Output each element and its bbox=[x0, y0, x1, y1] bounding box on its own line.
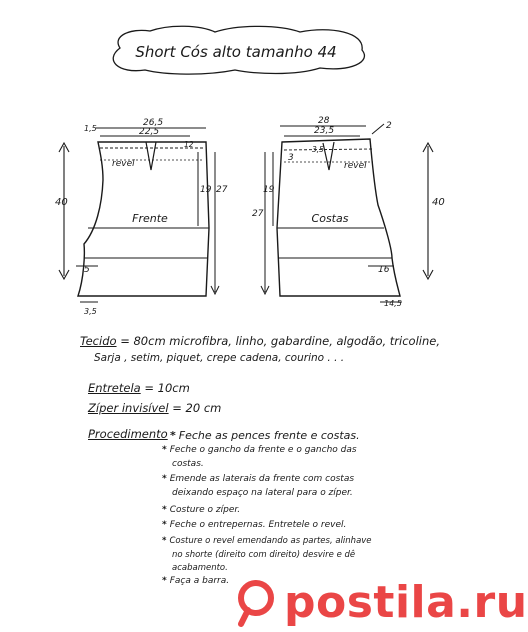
front-dim-side-b: 27 bbox=[216, 185, 228, 195]
front-pence bbox=[146, 142, 156, 170]
tecido-line bbox=[80, 334, 440, 348]
front-dim-top-b: 22,5 bbox=[139, 127, 160, 137]
step-item: * Feche as pences frente e costas. bbox=[170, 429, 360, 442]
step-item: * Feche o entrepernas. Entretele o revel. bbox=[162, 520, 347, 530]
pin-icon bbox=[232, 578, 280, 626]
back-label: Costas bbox=[311, 212, 349, 225]
ziper-label: Zíper invisível bbox=[88, 401, 169, 415]
front-dim-bottom: 3,5 bbox=[84, 307, 97, 316]
front-dim-top-a: 26,5 bbox=[143, 118, 164, 128]
front-dim-left: 1,5 bbox=[84, 124, 97, 133]
watermark bbox=[232, 574, 528, 630]
step-item: costas. bbox=[172, 459, 204, 469]
step-item: * Emende as laterais da frente com costas bbox=[162, 474, 355, 484]
back-dim-pence: 3,5 bbox=[312, 145, 324, 154]
step-item: * Faça a barra. bbox=[162, 576, 230, 586]
front-dim-pence: 12 bbox=[184, 140, 194, 149]
tecido-line-2: Sarja , setim, piquet, crepe cadena, courino . . . bbox=[94, 352, 345, 364]
ziper-text: = 20 cm bbox=[172, 401, 222, 415]
back-revel-line bbox=[284, 149, 372, 150]
entretela-text: = 10cm bbox=[144, 381, 190, 395]
entretela-line bbox=[88, 381, 190, 395]
step-item: no shorte (direito com direito) desvire e dê bbox=[172, 550, 356, 560]
step-item: * Costure o revel emendando as partes, alinhave bbox=[162, 536, 372, 546]
back-dim-side-a: 19 bbox=[263, 185, 275, 195]
back-pence bbox=[323, 142, 334, 170]
front-revel-label: revel bbox=[112, 159, 135, 169]
step-item: * Feche o gancho da frente e o gancho das bbox=[162, 445, 357, 455]
front-dim-side-a: 19 bbox=[200, 185, 212, 195]
step-item: deixando espaço na lateral para o zíper. bbox=[172, 488, 353, 498]
back-dim-height: 40 bbox=[432, 197, 445, 208]
back-dim-leg-right: 16 bbox=[378, 265, 390, 275]
tecido-text: = 80cm microfibra, linho, gabardine, algodão, tricoline, bbox=[120, 334, 440, 348]
ziper-line bbox=[88, 401, 221, 415]
front-label: Frente bbox=[132, 212, 168, 225]
title-text: Short Cós alto tamanho 44 bbox=[135, 43, 337, 61]
back-dim-bottom: 14,5 bbox=[384, 299, 402, 308]
step-item: * Costure o zíper. bbox=[162, 505, 241, 515]
back-dim-top-a: 28 bbox=[318, 116, 330, 126]
front-dim-height: 40 bbox=[55, 197, 68, 208]
back-dim-right: 2 bbox=[386, 121, 392, 131]
back-dim-side-b: 27 bbox=[252, 209, 264, 219]
back-revel-label: revel bbox=[344, 161, 367, 171]
procedimento-label: Procedimento bbox=[88, 427, 168, 441]
entretela-label: Entretela bbox=[88, 381, 141, 395]
back-dim-left-small: 3 bbox=[288, 153, 294, 163]
step-item: acabamento. bbox=[172, 563, 228, 573]
watermark-text: postila.ru bbox=[284, 576, 528, 628]
tecido-label: Tecido bbox=[80, 334, 117, 348]
front-dim-leg-left: 5 bbox=[84, 265, 90, 275]
back-dim-top-b: 23,5 bbox=[314, 126, 335, 136]
